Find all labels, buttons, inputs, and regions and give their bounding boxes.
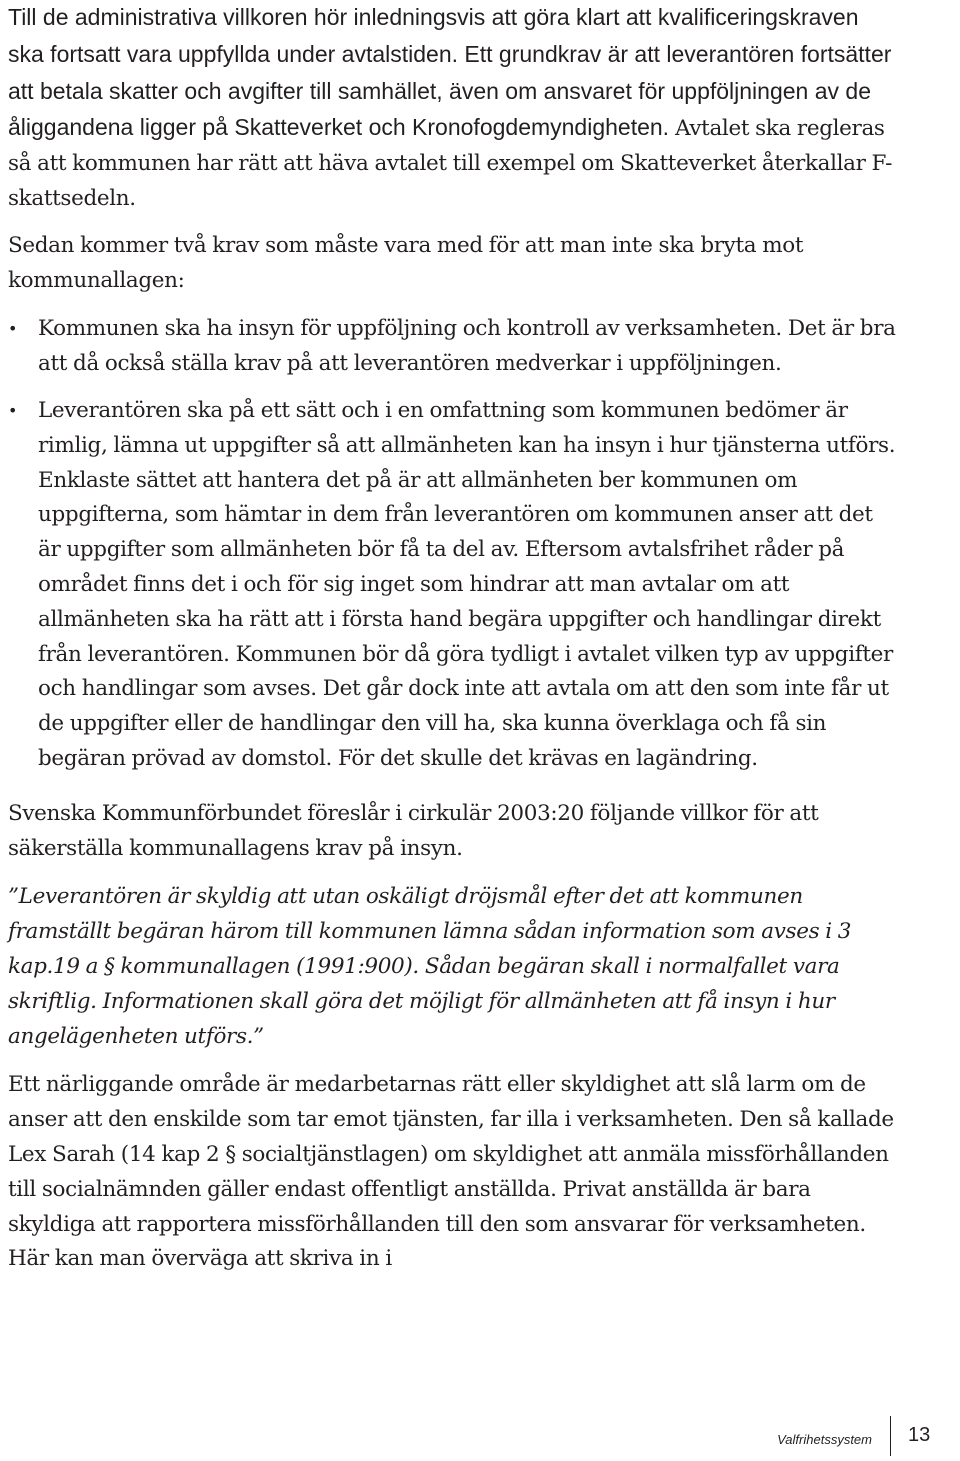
bullet-icon: • bbox=[8, 400, 18, 420]
paragraph-tail-text: Avtalet ska regleras så att kommunen har rätt att häva avtalet till exempel om Skatteverket återkallar F-skattsedeln. bbox=[8, 116, 893, 211]
bullet-icon: • bbox=[8, 319, 18, 339]
page-footer bbox=[0, 1416, 960, 1460]
list-item bbox=[8, 394, 898, 777]
paragraph-lead-text: Till de administrativa villkoren hör inledningsvis att göra klart att kvalificeringskraven ska fortsatt vara uppfyllda under avtalstiden. Ett grundkrav är att leverantören fortsätter att betala skatter och avgifter till samhället, även om ansvaret för uppföljningen av de åliggandena ligger på Skatteverket och Kronofogdemyndigheten. bbox=[8, 4, 892, 141]
quoted-contract-clause: ”Leverantören är skyldig att utan oskäligt dröjsmål efter det att kommunen framställt begäran härom till kommunen lämna sådan information som avses i 3 kap.19 a § kommunallagen (1991:900). Sådan begäran skall i normalfallet vara skriftlig. Informationen skall göra det möjligt för allmänheten att få insyn i hur angelägenheten utförs.” bbox=[8, 884, 852, 1049]
document-page bbox=[8, 0, 898, 1277]
paragraph-two-requirements: Sedan kommer två krav som måste vara med för att man inte ska bryta mot kommunallagen: bbox=[8, 232, 804, 293]
page-number: 13 bbox=[908, 1424, 931, 1446]
list-item-text: Leverantören ska på ett sätt och i en omfattning som kommunen bedömer är rimlig, lämna ut uppgifter så att allmänheten kan ha insyn i hur tjänsterna utförs. Enklaste sättet att hantera det på är att allmänheten ber kommunen om uppgifterna, som hämtar in dem från leverantören om kommunen anser att det är uppgifter som allmänheten bör få ta del av. Eftersom avtalsfrihet råder på området finns det i och för sig inget som hindrar att man avtalar om att allmänheten ska ha rätt att i första hand begära uppgifter och handlingar direkt från leverantören. Kommunen bör då göra tydligt i avtalet vilken typ av uppgifter och handlingar som avses. Det går dock inte att avtala om att den som inte får ut de uppgifter eller de handlingar den vill ha, ska kunna överklaga och få sin begäran prövad av domstol. För det skulle det krävas en lagändring. bbox=[38, 397, 896, 771]
footer-divider bbox=[890, 1416, 891, 1456]
paragraph-circular-reference: Svenska Kommunförbundet föreslår i cirkulär 2003:20 följande villkor för att säkerställa kommunallagens krav på insyn. bbox=[8, 800, 819, 861]
bullet-list bbox=[8, 312, 898, 776]
list-item bbox=[8, 312, 898, 382]
list-item-text: Kommunen ska ha insyn för uppföljning och kontroll av verksamheten. Det är bra att då också ställa krav på att leverantören medverkar i uppföljningen. bbox=[38, 316, 896, 377]
footer-section-title: Valfrihetssystem bbox=[777, 1432, 872, 1447]
paragraph-lex-sarah: Ett närliggande område är medarbetarnas rätt eller skyldighet att slå larm om de anser att den enskilde som tar emot tjänsten, far illa i verksamheten. Den så kallade Lex Sarah (14 kap 2 § socialtjänstlagen) om skyldighet att anmäla missförhållanden till socialnämnden gäller endast offentligt anställda. Privat anställda är bara skyldiga att rapportera missförhållanden till den som ansvarar för verksamheten. Här kan man överväga att skriva in i bbox=[8, 1072, 894, 1272]
paragraph-administrative-terms bbox=[8, 0, 898, 217]
